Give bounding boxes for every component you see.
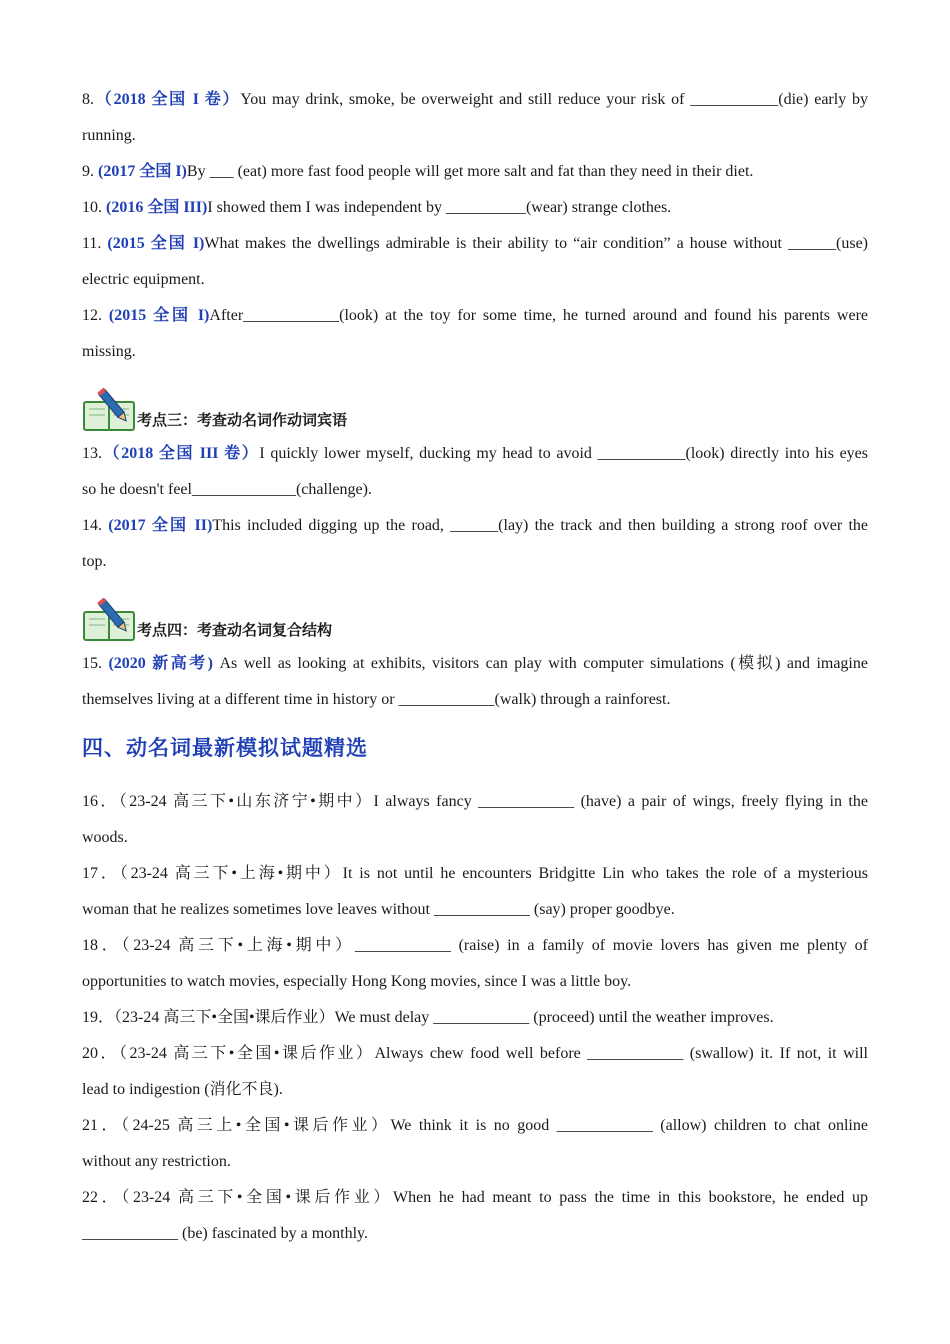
question-text: You may drink, smoke, be overweight and still reduce your risk of ___________(die) early by <box>240 91 868 108</box>
source-tag: （23-24 高三下•全国•课后作业） <box>119 1045 375 1062</box>
source-tag: （2018 全国 III 卷） <box>102 445 260 462</box>
question-text: We think it is no good ____________ (allow) children to chat online <box>390 1117 868 1134</box>
question-text: I showed them I was independent by __________(wear) strange clothes. <box>207 199 672 216</box>
question-text-cont: top. <box>82 553 107 570</box>
question-group-d <box>82 784 868 1252</box>
source-tag: （23-24 高三下•上海•期中） <box>121 937 355 954</box>
question-text: ____________ (raise) in a family of movie lovers has given me plenty of <box>354 937 868 954</box>
question-18: 18．（23-24 高三下•上海•期中）____________ (raise) in a family of movie lovers has given me plenty of opportunities to watch movies, especially Hong Kong movies, since I was a little boy. <box>82 928 868 1000</box>
section-heading: 考点四：考查动名词复合结构 <box>137 621 333 639</box>
question-text: This included digging up the road, ______(lay) the track and then building a strong roof over the <box>212 517 869 534</box>
question-21: 21．（24-25 高三上•全国•课后作业）We think it is no good ____________ (allow) children to chat online without any restriction. <box>82 1108 868 1180</box>
source-tag: (2015 全国 I) <box>108 307 210 324</box>
question-text-cont: electric equipment. <box>82 271 205 288</box>
question-text: By ___ (eat) more fast food people will get more salt and fat than they need in their diet. <box>186 163 754 180</box>
source-tag: (2016 全国 III) <box>106 199 208 216</box>
source-tag: （23-24 高三下•山东济宁•期中） <box>118 793 374 810</box>
question-group-b <box>82 436 868 580</box>
question-text: I quickly lower myself, ducking my head to avoid ___________(look) directly into his eyes <box>259 445 868 462</box>
source-tag: （24-25 高三上•全国•课后作业） <box>121 1117 391 1134</box>
question-17: 17．（23-24 高三下•上海•期中）It is not until he encounters Bridgitte Lin who takes the role of a mysterious woman that he realizes sometimes love leaves without ____________ (say) proper goodbye. <box>82 856 868 928</box>
source-tag: (2015 全国 I) <box>107 235 205 252</box>
question-22: 22．（23-24 高三下•全国•课后作业）When he had meant to pass the time in this bookstore, he ended up ____________ (be) fascinated by a monthly. <box>82 1180 868 1252</box>
question-text: As well as looking at exhibits, visitors can play with computer simulations (模拟) and imagine <box>213 655 868 672</box>
source-tag: （23-24 高三下•上海•期中） <box>119 865 343 882</box>
notebook-pencil-icon <box>82 386 136 432</box>
question-text-cont: without any restriction. <box>82 1153 231 1170</box>
section-title: 四、动名词最新模拟试题精选 <box>82 736 368 760</box>
source-tag: (2020 新高考) <box>108 655 213 672</box>
question-text-cont: ____________ (be) fascinated by a monthly. <box>82 1225 369 1242</box>
source-tag: （23-24 高三下•全国•课后作业） <box>114 1009 335 1026</box>
notebook-pencil-icon <box>82 596 136 642</box>
question-text: When he had meant to pass the time in this bookstore, he ended up <box>393 1189 868 1206</box>
question-text-cont: woman that he realizes sometimes love leaves without ____________ (say) proper goodbye. <box>82 901 675 918</box>
question-20: 20．（23-24 高三下•全国•课后作业）Always chew food well before ____________ (swallow) it. If not, it will lead to indigestion (消化不良). <box>82 1036 868 1108</box>
content-column <box>82 82 868 1252</box>
question-19: 19．（23-24 高三下•全国•课后作业）We must delay ____________ (proceed) until the weather improves. <box>82 1009 774 1026</box>
question-16: 16．（23-24 高三下•山东济宁•期中）I always fancy ____________ (have) a pair of wings, freely flying in the woods. <box>82 784 868 856</box>
question-text: We must delay ____________ (proceed) until the weather improves. <box>334 1009 774 1026</box>
question-text-cont: opportunities to watch movies, especially Hong Kong movies, since I was a little boy. <box>82 973 632 990</box>
heading-kaodian-3 <box>82 370 868 436</box>
question-text: It is not until he encounters Bridgitte Lin who takes the role of a mysterious <box>342 865 868 882</box>
question-text-cont: woods. <box>82 829 128 846</box>
source-tag: （23-24 高三下•全国•课后作业） <box>121 1189 394 1206</box>
question-group-c <box>82 646 868 718</box>
source-tag: （2018 全国 I 卷） <box>94 91 241 108</box>
question-14: 14. (2017 全国 II)This included digging up the road, ______(lay) the track and then building a strong roof over the top. <box>82 508 868 580</box>
question-text: Always chew food well before ____________ (swallow) it. If not, it will <box>374 1045 868 1062</box>
question-text: After____________(look) at the toy for some time, he turned around and found his parents were <box>209 307 869 324</box>
question-8: 8.（2018 全国 I 卷）You may drink, smoke, be overweight and still reduce your risk of ___________(die) early by running. <box>82 82 868 154</box>
question-text-cont: themselves living at a different time in history or ____________(walk) through a rainforest. <box>82 691 671 708</box>
question-text-cont: running. <box>82 127 136 144</box>
question-12: 12. (2015 全国 I)After____________(look) at the toy for some time, he turned around and found his parents were missing. <box>82 298 868 370</box>
question-15: 15. (2020 新高考) As well as looking at exhibits, visitors can play with computer simulations (模拟) and imagine themselves living at a different time in history or ____________(walk) through a rainforest. <box>82 646 868 718</box>
question-text-cont: missing. <box>82 343 136 360</box>
heading-kaodian-4 <box>82 580 868 646</box>
source-tag: (2017 全国 II) <box>108 517 213 534</box>
question-11: 11. (2015 全国 I)What makes the dwellings admirable is their ability to “air condition” a house without ______(use) electric equipment. <box>82 226 868 298</box>
question-group-a <box>82 82 868 370</box>
question-10: 10. (2016 全国 III)I showed them I was independent by __________(wear) strange clothes. <box>82 199 672 216</box>
question-9: 9. (2017 全国 I)By ___ (eat) more fast food people will get more salt and fat than they need in their diet. <box>82 163 754 180</box>
question-text: I always fancy ____________ (have) a pair of wings, freely flying in the <box>373 793 868 810</box>
question-text: What makes the dwellings admirable is their ability to “air condition” a house without ______(use) <box>204 235 868 252</box>
section-heading: 考点三：考查动名词作动词宾语 <box>137 411 348 429</box>
question-13: 13.（2018 全国 III 卷）I quickly lower myself, ducking my head to avoid ___________(look) directly into his eyes so he doesn't feel_____________(challenge). <box>82 436 868 508</box>
question-text-cont: lead to indigestion (消化不良). <box>82 1081 283 1098</box>
question-text-cont: so he doesn't feel_____________(challenge). <box>82 481 372 498</box>
source-tag: (2017 全国 I) <box>98 163 187 180</box>
